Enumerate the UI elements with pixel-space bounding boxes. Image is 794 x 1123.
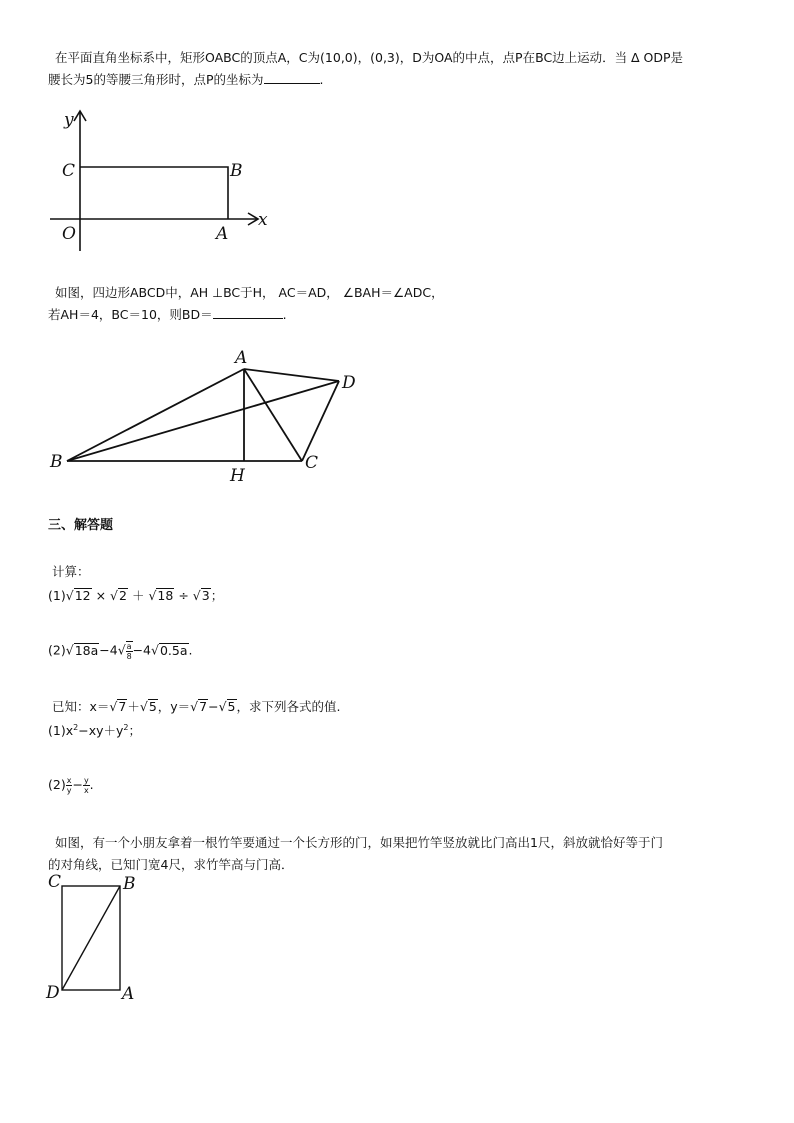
q1-answer-blank — [264, 83, 320, 84]
segment-cd — [302, 381, 339, 461]
q3-part2: (2)√18a−4√ $\frac{a}{8}$ −4√0.5a. — [48, 642, 193, 661]
q3-p1-rad4: 3 — [201, 588, 210, 603]
q3-p2-end: . — [188, 642, 193, 658]
label-b: B — [50, 452, 63, 472]
label-b: B — [123, 874, 136, 894]
q2-figure — [40, 340, 380, 490]
q4-p1-a-exp: 2 — [73, 722, 79, 732]
q3-p2-frac-num: a — [126, 642, 132, 651]
label-c: C — [305, 453, 319, 473]
q4-intro: 已知：x＝√7＋√5，y＝√7−√5，求下列各式的值. — [52, 699, 341, 714]
q4-p2-f2-den: x — [83, 786, 89, 795]
q2-answer-blank — [213, 318, 283, 319]
q4-part2 — [48, 776, 94, 795]
segment-ba — [67, 369, 244, 461]
section-heading: 三、解答题 — [48, 518, 114, 533]
q4-p1-b-exp: 2 — [123, 722, 129, 732]
q3-p2-num: (2) — [48, 642, 66, 658]
label-a: A — [235, 348, 248, 368]
q3-p2-op1: −4 — [99, 642, 118, 658]
q5-line1: 如图，有一个小朋友拿着一根竹竿要通过一个长方形的门，如果把竹竿竖放就比门高出1尺，斜放就恰好等于门 — [55, 835, 663, 850]
q4-rad1: 7 — [118, 699, 127, 714]
q4-p1-num: (1) — [48, 723, 66, 738]
label-b: B — [230, 161, 243, 181]
q3-p2-rad1: 18a — [74, 642, 99, 658]
q4-p2-num: (2) — [48, 777, 66, 792]
label-y: y — [64, 110, 74, 130]
q2-line2-text: 若AH＝4，BC＝10，则BD＝ — [48, 307, 213, 322]
q1-line2 — [48, 69, 323, 91]
q5-figure — [44, 872, 154, 1007]
label-a: A — [216, 224, 229, 244]
q4-rad4: 5 — [227, 699, 236, 714]
q3-part1: (1)√12 × √2 ＋ √18 ÷ √3； — [48, 588, 224, 603]
q4-mid: ，y＝ — [157, 699, 191, 714]
rectangle-oabc — [80, 167, 228, 219]
q4-p2-f2-num: y — [83, 776, 89, 785]
q3-p1-op3: ÷ — [178, 588, 189, 603]
label-x: x — [258, 210, 268, 230]
q4-part1 — [48, 721, 141, 739]
q4-p2-end: . — [89, 777, 94, 792]
q4-p1-b: −xy＋y — [78, 723, 124, 738]
q4-rad2: 5 — [148, 699, 157, 714]
q3-p1-op2: ＋ — [131, 588, 145, 603]
q3-p1-num: (1) — [48, 588, 66, 603]
label-d: D — [342, 373, 356, 393]
label-h: H — [230, 466, 245, 486]
segment-bd — [67, 381, 339, 461]
q3-intro: 计算： — [52, 564, 90, 579]
label-a: A — [122, 984, 135, 1004]
q5-line2: 的对角线，已知门宽4尺，求竹竿高与门高． — [48, 857, 294, 872]
q3-p2-op2: −4 — [132, 642, 152, 658]
q1-figure — [40, 105, 280, 255]
segment-ac — [244, 369, 302, 461]
q4-p2-frac2 — [83, 776, 90, 795]
q4-p1-a: x — [65, 723, 74, 738]
segment-ad — [244, 369, 339, 381]
q2-line1: 如图，四边形ABCD中，AH ⊥BC于H， AC＝AD， ∠BAH＝∠ADC， — [55, 285, 444, 300]
q2-line2 — [48, 304, 287, 326]
label-d: D — [46, 983, 60, 1003]
q3-p1-end: ； — [210, 588, 224, 603]
label-o: O — [62, 224, 76, 244]
q1-line2-end: . — [319, 72, 324, 87]
label-c: C — [48, 872, 62, 892]
q3-p2-fraction — [126, 641, 133, 661]
q3-p1-rad3: 18 — [157, 588, 174, 603]
q3-p2-rad3: 0.5a — [159, 642, 188, 658]
q3-p1-rad2: 2 — [119, 588, 127, 603]
q1-line2-text: 腰长为5的等腰三角形时，点P的坐标为 — [48, 72, 264, 87]
q4-plus: ＋ — [127, 699, 140, 714]
q1-line1: 在平面直角坐标系中，矩形OABC的顶点A，C为(10,0)，(0,3)，D为OA的中点，点P在BC边上运动．当 ∆ ODP是 — [55, 50, 683, 65]
q4-p2-f1-den: y — [66, 786, 72, 795]
q4-intro-post: ，求下列各式的值. — [236, 699, 341, 714]
q4-rad3: 7 — [199, 699, 208, 714]
q4-minus: − — [208, 699, 219, 714]
door-diagonal — [62, 886, 120, 990]
q4-p2-f1-num: x — [66, 776, 72, 785]
q3-p1-rad1: 12 — [74, 588, 91, 603]
q4-intro-pre: 已知：x＝ — [52, 699, 110, 714]
label-c: C — [62, 161, 76, 181]
q4-p1-end: ； — [128, 723, 141, 738]
q2-line2-end: . — [282, 307, 287, 322]
q4-p2-op: − — [72, 777, 83, 792]
q3-p1-op1: × — [95, 588, 107, 603]
q3-p2-frac-den: 8 — [126, 652, 132, 661]
